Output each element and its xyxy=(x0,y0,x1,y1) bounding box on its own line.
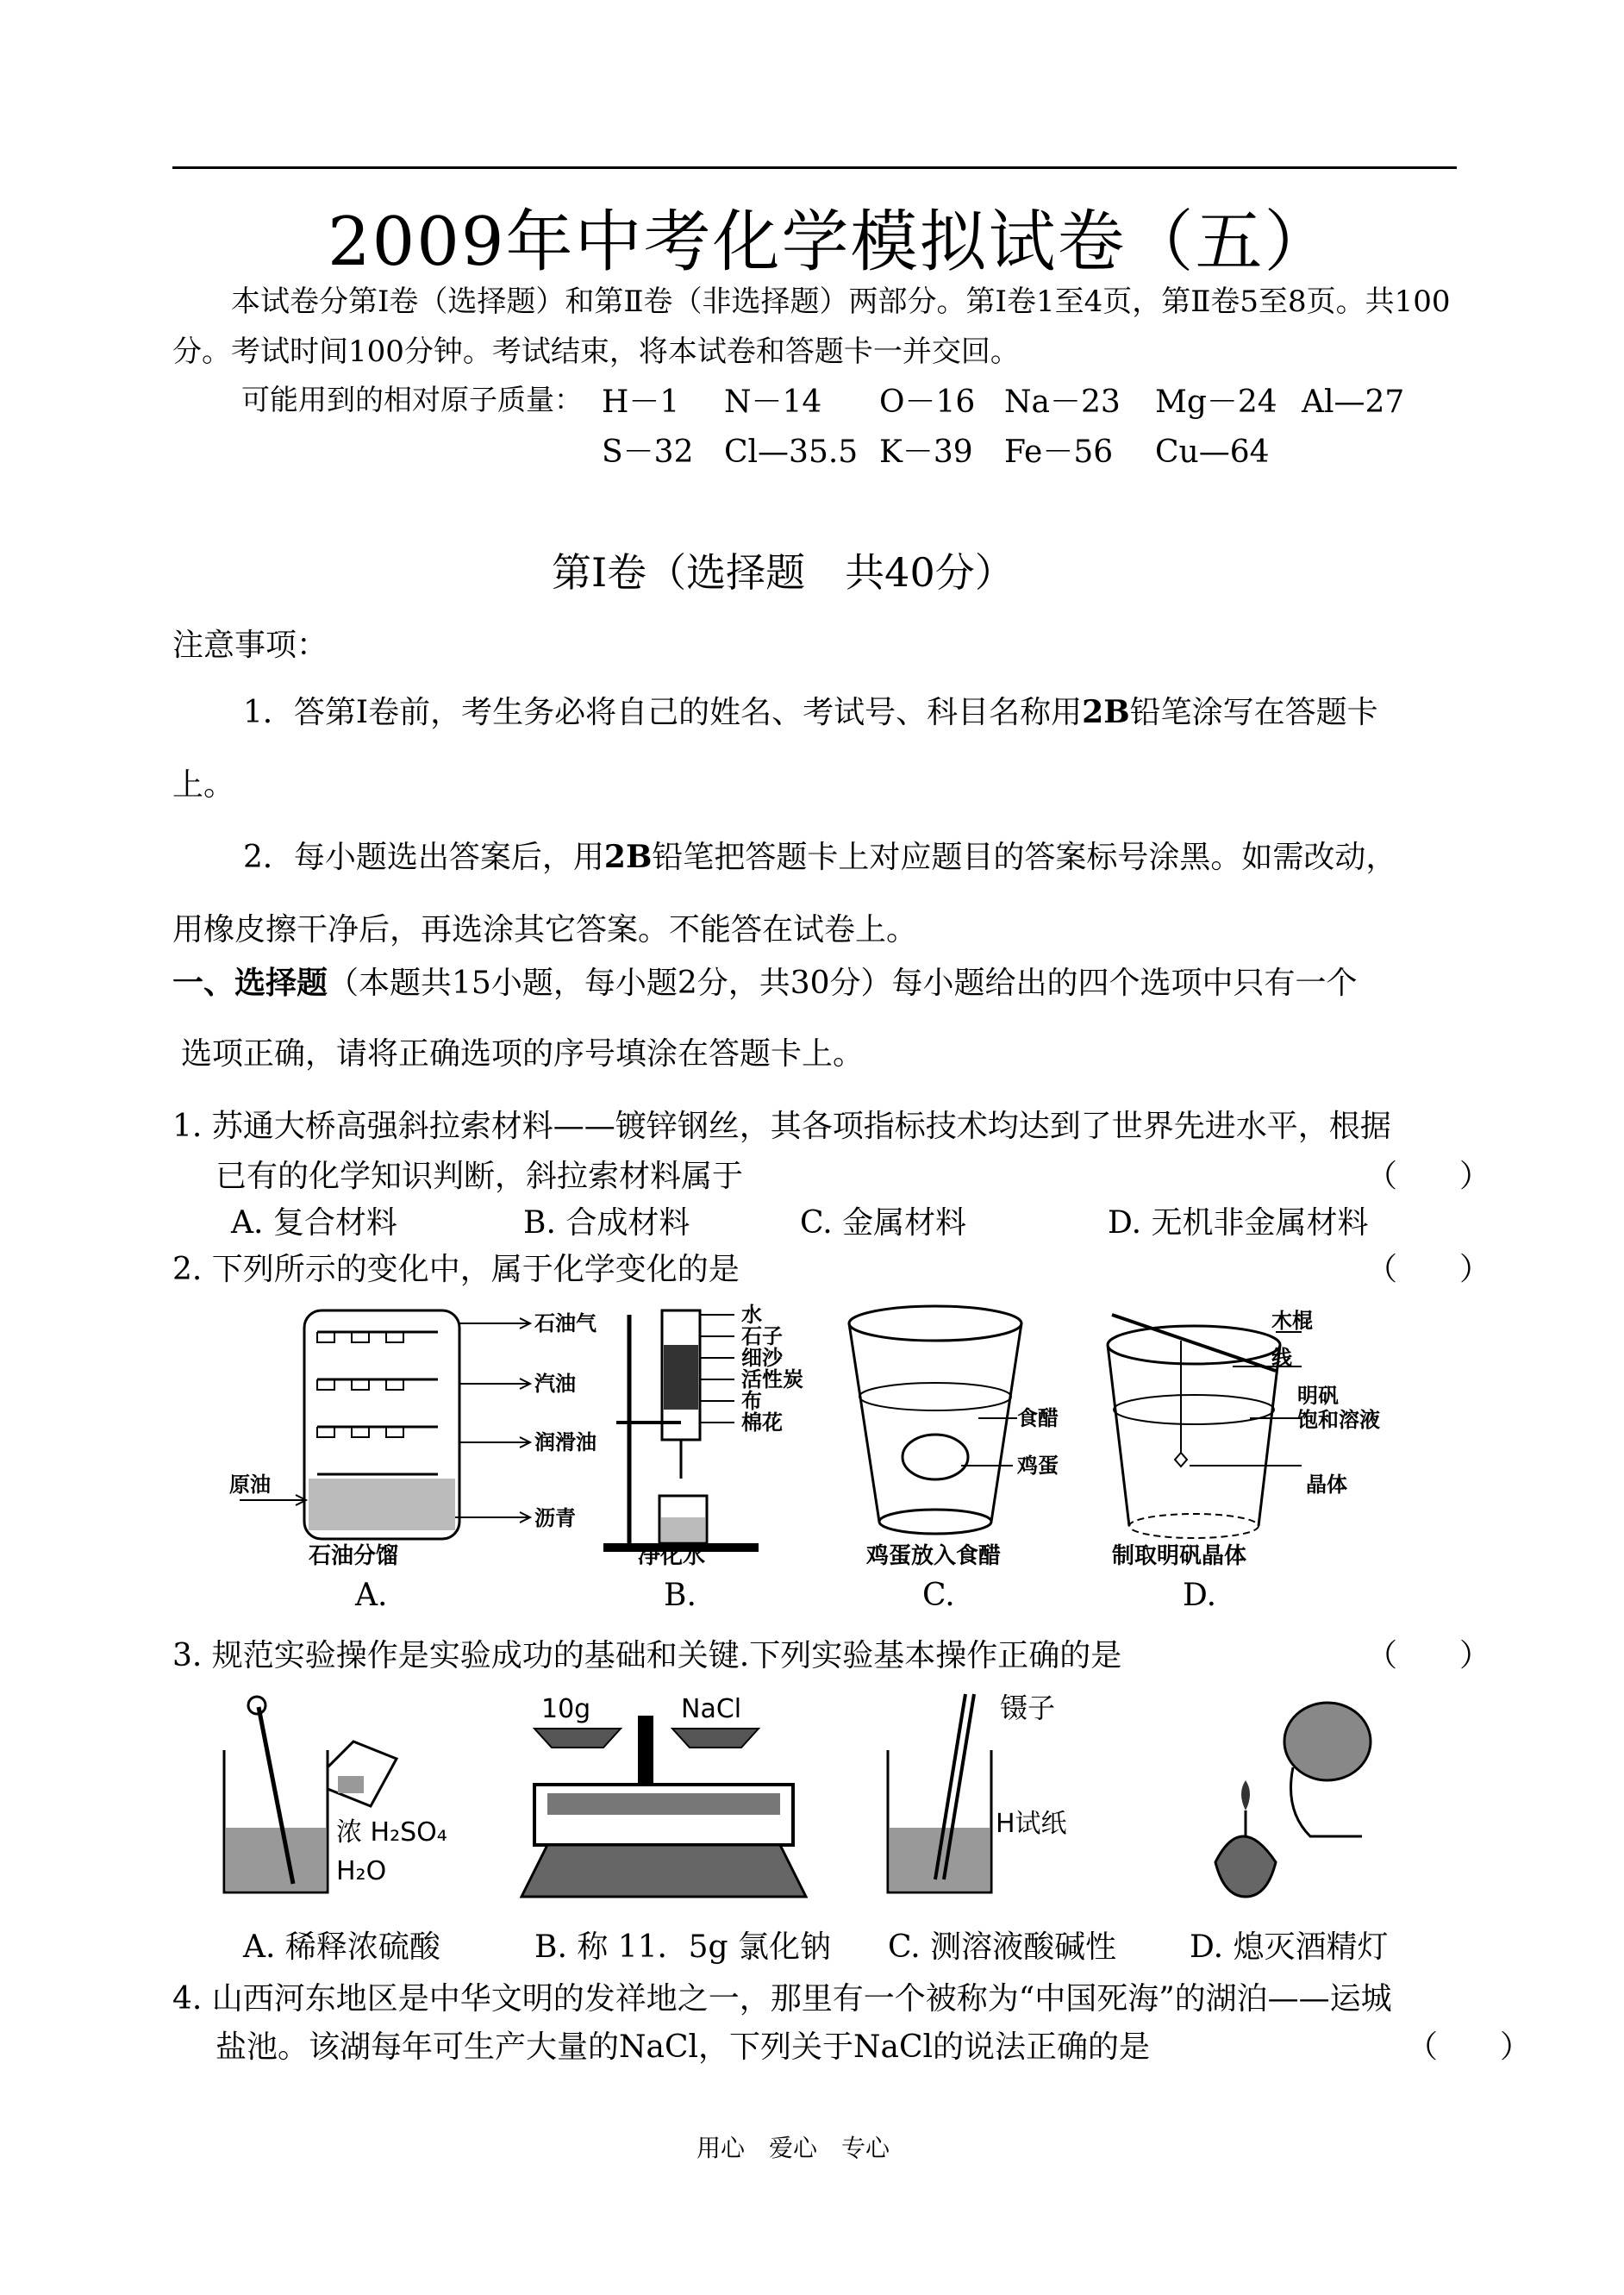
label-niezi: 镊子 xyxy=(1000,1692,1056,1724)
intro-line-1: 本试卷分第Ⅰ卷（选择题）和第Ⅱ卷（非选择题）两部分。第Ⅰ卷1至4页，第Ⅱ卷5至8页。共100 xyxy=(231,285,1451,319)
caption-shiyou-fenliu: 石油分馏 xyxy=(309,1543,399,1569)
q1-option-d: D. 无机非金属材料 xyxy=(1108,1205,1369,1241)
label-yuanyou: 原油 xyxy=(229,1473,271,1497)
q2-option-c: C. xyxy=(922,1578,955,1613)
atomic-mass: K－39 xyxy=(879,435,973,470)
label-baohe-rongye: 饱和溶液 xyxy=(1297,1408,1380,1432)
atomic-row-1 xyxy=(602,378,1404,422)
alum-crystal-diagram xyxy=(1095,1298,1405,1573)
q1-option-b: B. 合成材料 xyxy=(523,1205,690,1241)
q3-option-b: B. 称 11．5g 氯化钠 xyxy=(534,1929,831,1965)
label-nacl: NaCl xyxy=(681,1694,742,1724)
part1-heading-rest: （本题共15小题，每小题2分，共30分）每小题给出的四个选项中只有一个 xyxy=(328,966,1358,1001)
water-purifier-diagram xyxy=(586,1298,836,1573)
q1-option-a: A. 复合材料 xyxy=(231,1205,397,1241)
q4-stem-line1: 4. 山西河东地区是中华文明的发祥地之一，那里有一个被称为“中国死海”的湖泊——运城 xyxy=(172,1981,1392,2017)
dilute-acid-diagram xyxy=(215,1690,474,1905)
notice-1-cont: 上。 xyxy=(172,767,235,803)
notice-2 xyxy=(243,833,1396,877)
q3-figure-b xyxy=(517,1690,810,1905)
notice-text: 铅笔涂写在答题卡 xyxy=(1129,695,1378,730)
notice-2-cont: 用橡皮擦干净后，再选涂其它答案。不能答在试卷上。 xyxy=(172,912,918,947)
q1-option-c: C. 金属材料 xyxy=(800,1205,967,1241)
page-title: 2009年中考化学模拟试卷（五） xyxy=(328,203,1334,281)
notice-bold: 2B xyxy=(603,839,653,875)
q2-option-d: D. xyxy=(1183,1578,1217,1613)
q2-answer-paren: （ ） xyxy=(1366,1252,1491,1287)
section-heading: 第Ⅰ卷（选择题 共40分） xyxy=(552,549,1015,596)
q4-stem-line2: 盐池。该湖每年可生产大量的NaCl，下列关于NaCl的说法正确的是 xyxy=(215,2029,1151,2065)
q3-figure-c xyxy=(879,1690,1103,1905)
egg-in-vinegar-diagram xyxy=(840,1298,1090,1573)
notice-bold: 2B xyxy=(1082,694,1130,730)
q3-option-a: A. 稀释浓硫酸 xyxy=(243,1929,440,1965)
label-jidan: 鸡蛋 xyxy=(1017,1454,1059,1478)
q2-stem: 2. 下列所示的变化中，属于化学变化的是 xyxy=(172,1252,740,1287)
part1-heading xyxy=(172,959,1358,1003)
label-shui: 水 xyxy=(741,1303,762,1327)
q1-stem-line1: 1. 苏通大桥高强斜拉索材料——镀锌钢丝，其各项指标技术均达到了世界先进水平，根据 xyxy=(172,1109,1391,1144)
q1-stem-line2: 已有的化学知识判断，斜拉索材料属于 xyxy=(215,1159,744,1194)
label-shizi: 石子 xyxy=(741,1324,783,1348)
atomic-mass: Na－23 xyxy=(1004,385,1121,420)
q2-figure-d xyxy=(1095,1298,1405,1573)
atomic-mass: S－32 xyxy=(602,435,694,470)
label-xisha: 细沙 xyxy=(741,1346,783,1370)
atomic-label: 可能用到的相对原子质量： xyxy=(241,383,583,416)
q3-option-c: C. 测溶液酸碱性 xyxy=(888,1929,1117,1965)
label-xian: 线 xyxy=(1271,1346,1292,1370)
balance-diagram xyxy=(517,1690,810,1905)
label-runhuayou: 润滑油 xyxy=(534,1430,597,1454)
q2-option-a: A. xyxy=(355,1578,388,1613)
q3-answer-paren: （ ） xyxy=(1366,1638,1491,1673)
label-h2o: H₂O xyxy=(336,1856,387,1886)
q2-option-b: B. xyxy=(664,1578,696,1613)
notice-text: 2．每小题选出答案后，用 xyxy=(243,840,604,875)
notice-1 xyxy=(243,688,1378,732)
q2-figure-c xyxy=(840,1298,1090,1573)
label-liqing: 沥青 xyxy=(534,1506,576,1530)
label-shicu: 食醋 xyxy=(1017,1406,1059,1430)
q3-figure-a xyxy=(215,1690,474,1905)
page-footer: 用心 爱心 专心 xyxy=(696,2134,890,2162)
q3-stem: 3. 规范实验操作是实验成功的基础和关键.下列实验基本操作正确的是 xyxy=(172,1638,1122,1673)
caption-mingfan-jingti: 制取明矾晶体 xyxy=(1112,1543,1247,1569)
q4-answer-paren: （ ） xyxy=(1407,2029,1532,2065)
atomic-mass: O－16 xyxy=(879,385,976,420)
atomic-mass: Al—27 xyxy=(1302,385,1405,420)
part1-heading-line2: 选项正确，请将正确选项的序号填涂在答题卡上。 xyxy=(181,1036,865,1072)
atomic-mass: Fe－56 xyxy=(1004,435,1114,470)
q1-answer-paren: （ ） xyxy=(1366,1159,1491,1194)
label-shiyouqi: 石油气 xyxy=(534,1311,597,1335)
atomic-mass: Mg－24 xyxy=(1155,385,1277,420)
q3-option-d: D. 熄灭酒精灯 xyxy=(1190,1929,1389,1965)
q2-figure-a xyxy=(222,1298,610,1573)
label-qiyou: 汽油 xyxy=(534,1372,576,1396)
label-bu: 布 xyxy=(741,1389,762,1413)
atomic-mass: Cu—64 xyxy=(1155,435,1270,470)
label-mianhua: 棉花 xyxy=(741,1410,783,1435)
part1-heading-bold: 一、选择题 xyxy=(172,965,328,1001)
label-jingti: 晶体 xyxy=(1306,1473,1347,1497)
blow-lamp-diagram xyxy=(1198,1690,1405,1905)
caption-jinghuashui: 净化水 xyxy=(638,1543,706,1569)
q2-figure-b xyxy=(586,1298,836,1573)
label-nong-h2so4: 浓 H₂SO₄ xyxy=(336,1817,447,1848)
label-huoxingtan: 活性炭 xyxy=(741,1367,803,1391)
caption-jidan-shicu: 鸡蛋放入食醋 xyxy=(866,1543,1002,1569)
ph-test-diagram xyxy=(879,1690,1103,1905)
label-mugun: 木棍 xyxy=(1271,1309,1313,1333)
atomic-mass: N－14 xyxy=(724,385,822,420)
atomic-mass: H－1 xyxy=(602,385,680,420)
top-rule xyxy=(172,166,1457,169)
distillation-tower-diagram xyxy=(222,1298,610,1573)
intro-line-2: 分。考试时间100分钟。考试结束，将本试卷和答题卡一并交回。 xyxy=(172,335,1020,369)
label-h-shizhi: H试纸 xyxy=(996,1809,1067,1839)
notice-text: 1．答第Ⅰ卷前，考生务必将自己的姓名、考试号、科目名称用 xyxy=(243,695,1083,730)
notice-text: 铅笔把答题卡上对应题目的答案标号涂黑。如需改动， xyxy=(652,840,1397,875)
notice-title: 注意事项： xyxy=(172,628,328,663)
atomic-mass: Cl—35.5 xyxy=(724,435,859,470)
q3-figure-d xyxy=(1198,1690,1405,1905)
label-mingfan: 明矾 xyxy=(1297,1384,1339,1408)
label-10g: 10g xyxy=(541,1694,591,1724)
atomic-row-2 xyxy=(602,428,1270,472)
